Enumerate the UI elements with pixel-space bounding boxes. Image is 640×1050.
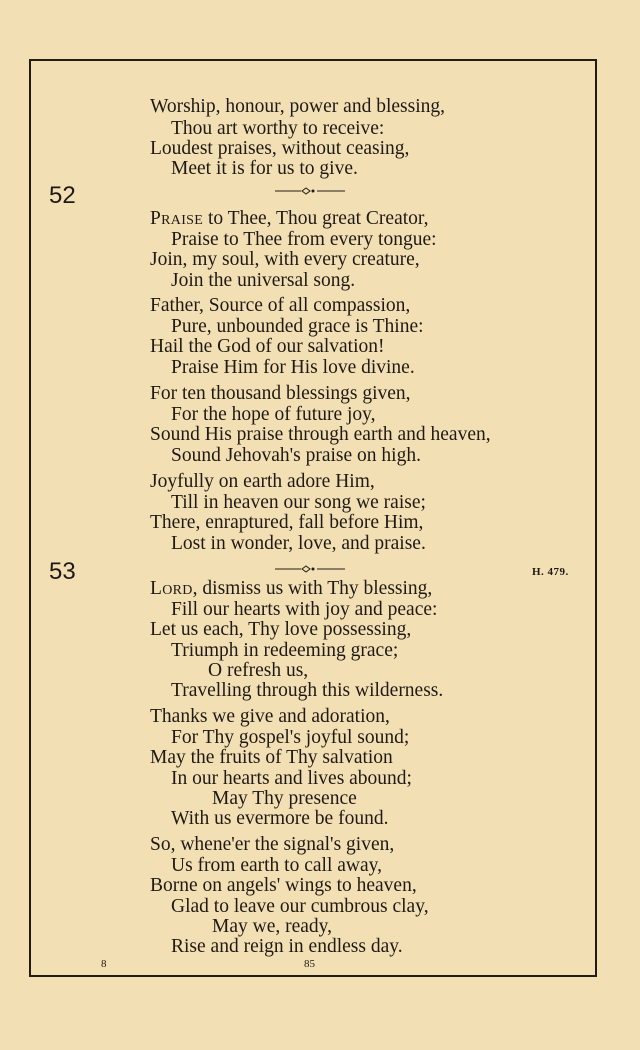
- ornament-divider: [275, 185, 345, 197]
- signature-mark: 8: [101, 958, 107, 970]
- verse-line: Praise to Thee from every tongue:: [171, 229, 437, 250]
- verse-line: So, whene'er the signal's given,: [150, 834, 395, 855]
- verse-line: Lost in wonder, love, and praise.: [171, 533, 426, 554]
- verse-line: Pure, unbounded grace is Thine:: [171, 316, 424, 337]
- verse-line: Thanks we give and adoration,: [150, 706, 390, 727]
- verse-line: In our hearts and lives abound;: [171, 768, 412, 789]
- verse-line: Let us each, Thy love possessing,: [150, 619, 412, 640]
- verse-line: Join, my soul, with every creature,: [150, 249, 420, 270]
- verse-line: Till in heaven our song we raise;: [171, 492, 426, 513]
- tune-reference: H. 479.: [532, 566, 569, 578]
- verse-line: Borne on angels' wings to heaven,: [150, 875, 417, 896]
- verse-line: Rise and reign in endless day.: [171, 936, 403, 957]
- hymn-first-word: Lord: [150, 578, 193, 599]
- verse-line: Meet it is for us to give.: [171, 158, 358, 179]
- verse-line: Triumph in redeeming grace;: [171, 640, 399, 661]
- verse-line: May we, ready,: [212, 916, 333, 937]
- page-number: 85: [304, 958, 315, 970]
- verse-first-line: [150, 578, 432, 600]
- verse-line: Loudest praises, without ceasing,: [150, 138, 410, 159]
- verse-line: Sound Jehovah's praise on high.: [171, 445, 421, 466]
- verse-line: For ten thousand blessings given,: [150, 383, 411, 404]
- verse-line: Us from earth to call away,: [171, 855, 382, 876]
- hymn-number: 53: [49, 558, 76, 585]
- verse-line: May Thy presence: [212, 788, 357, 809]
- verse-line: There, enraptured, fall before Him,: [150, 512, 424, 533]
- verse-line: Sound His praise through earth and heaven,: [150, 424, 491, 445]
- verse-line: Father, Source of all compassion,: [150, 295, 411, 316]
- verse-line: Worship, honour, power and blessing,: [150, 96, 445, 117]
- ornament-divider: [275, 563, 345, 575]
- verse-line: Praise Him for His love divine.: [171, 357, 415, 378]
- verse-line: For Thy gospel's joyful sound;: [171, 727, 410, 748]
- verse-line: O refresh us,: [208, 660, 309, 681]
- verse-line: Thou art worthy to receive:: [171, 118, 385, 139]
- hymn-number: 52: [49, 182, 76, 209]
- verse-line: Joyfully on earth adore Him,: [150, 471, 375, 492]
- verse-line: With us evermore be found.: [171, 808, 389, 829]
- verse-line: May the fruits of Thy salvation: [150, 747, 393, 768]
- verse-line-rest: to Thee, Thou great Creator,: [203, 208, 429, 229]
- verse-line: Hail the God of our salvation!: [150, 336, 385, 357]
- verse-first-line: [150, 208, 428, 230]
- verse-line: For the hope of future joy,: [171, 404, 376, 425]
- verse-line: Fill our hearts with joy and peace:: [171, 599, 438, 620]
- verse-line: Glad to leave our cumbrous clay,: [171, 896, 429, 917]
- hymn-first-word: Praise: [150, 208, 204, 229]
- verse-line: Join the universal song.: [171, 270, 356, 291]
- verse-line: Travelling through this wilderness.: [171, 680, 444, 701]
- verse-line-rest: , dismiss us with Thy blessing,: [192, 578, 433, 599]
